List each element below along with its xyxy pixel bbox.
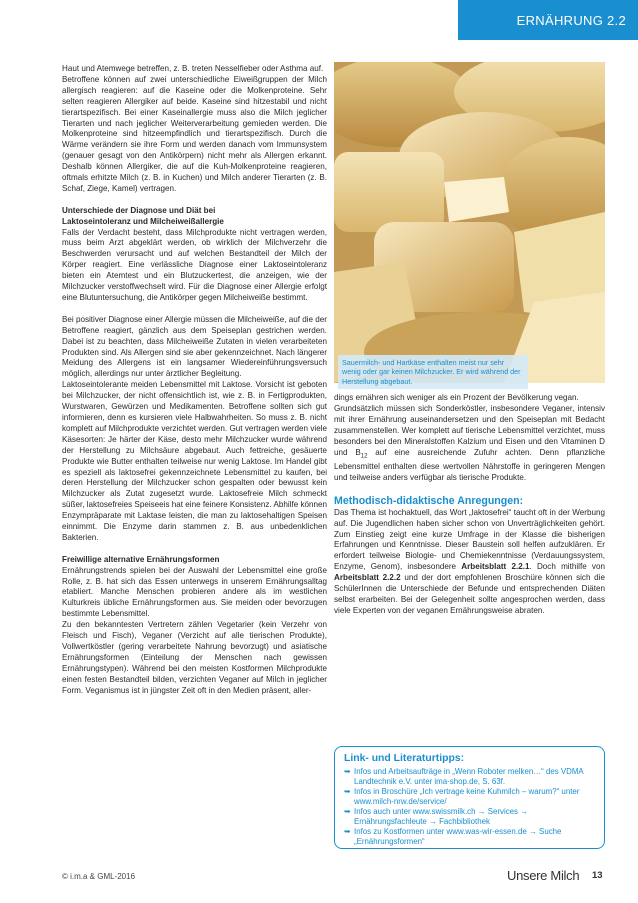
brand-wordmark: Unsere Milch [507, 868, 580, 883]
copyright: © i.m.a & GML-2016 [62, 872, 136, 881]
subscript: 12 [360, 453, 368, 460]
link-text[interactable]: Infos und Arbeitsaufträge in „Wenn Roboter melken…“ des VDMA Landtechnik e.V. unter ima-shop.de, S. 63f. [354, 767, 584, 786]
paragraph: Haut und Atemwege betreffen, z. B. treten Nesselfieber oder Asthma auf. [62, 64, 324, 73]
methodology-heading: Methodisch-didaktische Anregungen: [334, 494, 524, 507]
paragraph: Betroffene können auf zwei unterschiedliche Eiweißgruppen der Milch allergisch reagieren: auf die Kaseine oder die Molkenproteine. Sehr selten reagieren Allergiker auf beide. Kaseine sind hitzestabil und nicht tierartspezifisch. Bei einer Kaseinallergie muss also die Milch jeglicher Tierarten und nach jeglicher Weiterverarbeitung gemieden werden. Die Molkenproteine sind hitzeempfindlich und tierartspezifisch. Durch die Wärme verändern sie ihre Form und werden danach vom Immunsystem (genauer gesagt von den Antikörpern) nicht mehr als Allergen erkannt. Deshalb können Allergiker, die auf die Kuh-Molkenproteine reagieren, oftmals erhitzte Milch (z. B. in Kuchen) und Milch anderer Tierarten (z. B. Schaf, Ziege, Kamel) vertragen. [62, 74, 327, 193]
arrow-icon: ➥ [344, 787, 351, 796]
section-title: ERNÄHRUNG 2.2 [516, 12, 626, 28]
page-number: 13 [592, 870, 603, 881]
link-text[interactable]: Infos auch unter www.swissmilk.ch → Services → Ernährungsfachleute → Fachbibliothek [354, 807, 529, 826]
paragraph-text: und der dort empfohlenen Broschüre können sich die SchülerInnen die Unterschiede der Befunde und entsprechenden Diäten selbst erarbeiten. Bei der Gelegenheit sollte angesprochen werden, dass viele Experten von der veganen Ernährungsweise abraten. [334, 573, 605, 615]
paragraph: Falls der Verdacht besteht, dass Milchprodukte nicht vertragen werden, muss beim Arzt abgeklärt werden, ob wirklich der Milchverzehr die Beschwerden verursacht und auf welchen Bestandteil der Milch der Körper reagiert. Eine verlässliche Diagnose einer Laktoseintoleranz bieten ein Atemtest und ein Blutzuckertest, die anzeigen, wie der Milchzucker verstoffwechselt wird. Für die Diagnose einer Allergie erfolgt eine Blutuntersuchung, die Antikörper gegen Milcheiweiße bestimmt. [62, 227, 327, 303]
link-tips-title: Link- und Literaturtipps: [344, 753, 465, 764]
paragraph-text: Das Thema ist hochaktuell, das Wort „laktosefrei“ taucht oft in der Werbung auf. Die Jugendlichen haben sicher schon von Unverträglichkeiten gehört. Zum Einstieg zeigt eine kurze Umfrage in der Klasse die bisherigen Erfahrungen und Kenntnisse. Dieser Baustein soll helfen aufzuklären. Er erfordert teilweise Biologie- und Chemiekenntnisse (Verdauungssystem, Enzyme, Genom), insbesondere [334, 507, 605, 572]
paragraph: Ernährungstrends spielen bei der Auswahl der Lebensmittel eine große Rolle, z. B. hat sich das Essen unterwegs in unserem Ernährungsalltag etabliert. Manche Menschen probieren andere als im westlichen Kulturkreis übliche Ernährungsformen aus. Sie meiden oder bevorzugen bestimmte Lebensmittel. [62, 565, 327, 619]
right-column [334, 393, 605, 628]
list-item[interactable] [344, 767, 596, 787]
worksheet-reference: Arbeitsblatt 2.2.1 [461, 562, 530, 572]
cheese-photo [334, 62, 605, 383]
arrow-icon: ➥ [344, 807, 351, 816]
link-text[interactable]: Infos zu Kostformen unter www.was-wir-essen.de → Suche „Ernährungsformen“ [354, 827, 562, 846]
paragraph: Zu den bekanntesten Vertretern zählen Vegetarier (kein Verzehr von Fleisch und Fisch), Veganer (Verzicht auf alle tierischen Produkte), Vollwertköstler (gering verarbeitete Nahrung bevorzugt) und asiatische Ernährungsformen (Einteilung der Menschen nach gewissen Ernährungstypen). Während bei den meisten Kostformen Milchprodukte einen festen Bestandteil bilden, verzichten Veganer auf Milch in jeglicher Form. Veganismus ist in jüngster Zeit oft in den Medien präsent, aller- [62, 620, 327, 695]
paragraph [334, 404, 605, 484]
subheading-diagnosis [62, 206, 327, 228]
link-tips-list [344, 767, 596, 847]
subheading-line: Unterschiede der Diagnose und Diät bei [62, 205, 216, 215]
paragraph: dings ernähren sich weniger als ein Prozent der Bevölkerung vegan. [334, 393, 579, 402]
list-item[interactable] [344, 827, 596, 847]
worksheet-reference: Arbeitsblatt 2.2.2 [334, 573, 401, 583]
link-tips-box [334, 746, 605, 849]
subheading-alternative-diets: Freiwillige alternative Ernährungsformen [62, 554, 220, 564]
arrow-icon: ➥ [344, 767, 351, 776]
paragraph-text: . Doch mithilfe von [529, 562, 605, 572]
link-text[interactable]: Infos in Broschüre „Ich vertrage keine Kuhmilch – warum?“ unter www.milch-nrw.de/service/ [354, 787, 580, 806]
cheese-illustration [334, 62, 605, 383]
list-item[interactable] [344, 807, 596, 827]
left-column [62, 64, 327, 697]
paragraph-text: auf eine ausreichende Zufuhr achten. Denn pflanzliche Lebensmittel enthalten diese wertvollen Nährstoffe in geringeren Mengen und teilweise anders verfügbar als tierische Produkte. [334, 447, 605, 482]
subheading-line: Laktoseintoleranz und Milcheiweißallergie [62, 216, 224, 226]
arrow-icon: ➥ [344, 827, 351, 836]
photo-caption: Sauermilch- und Hartkäse enthalten meist nur sehr wenig oder gar keinen Milchzucker. Er wird während der Herstellung abgebaut. [338, 355, 528, 389]
paragraph: Laktoseintolerante meiden Lebensmittel mit Laktose. Vorsicht ist geboten bei Milchzucker, der nicht offensichtlich ist, wie z. B. in Fertigprodukten, Wurstwaren, Gewürzen und Medikamenten. Betroffene sollten sich gut informieren, denn es kursieren viele Halbwahrheiten. So muss z. B. nicht komplett auf Milchprodukte verzichtet werden. Gut vertragen werden viele Käsesorten: Je härter der Käse, desto mehr Milchzucker wurde während der Herstellung zu Milchsäure abgebaut. Auch fettreiche, gesäuerte Produkte wie Butter enthalten teilweise nur wenig Laktose. Im Handel gibt es speziell als laktosefrei gekennzeichnete Lebensmittel zu kaufen, bei deren Herstellung der Milchzucker schon gespalten oder bewusst kein Milchzucker als Zutat zugesetzt wurde. Laktosefreie Milch schmeckt süßer, laktosefreies Speiseeis hat eine feinere Konsistenz. Abhilfe können Enzympräparate mit Laktase leisten, die man zu laktosehaltigen Speisen einnimmt. Die Enzyme darin stammen z. B. aus unbedenklichen Bakterien. [62, 380, 328, 542]
paragraph-text: Grundsätzlich müssen sich Sonderköstler, insbesondere Veganer, intensiv mit ihrer Ernährung auseinandersetzen und den Speiseplan mit Bedacht zusammenstellen. Wer komplett auf tierische Lebensmittel verzichtet, muss besonders bei den Mineralstoffen Kalzium und Eisen und den Vitaminen D und B [334, 403, 605, 457]
paragraph: Bei positiver Diagnose einer Allergie müssen die Milcheiweiße, auf die der Betroffene reagiert, gänzlich aus dem Speiseplan gestrichen werden. Dabei ist zu beachten, dass Milcheiweiße Zutaten in vielen verarbeiteten Produkten sind. Als Allergen sind sie aber gekennzeichnet. Nach längerer Meidung des Allergens ist ein langsamer Wiedereinführungsversuch möglich, allerdings nur unter ärztlicher Begleitung. [62, 314, 327, 379]
paragraph [334, 508, 605, 617]
section-header-tab [458, 0, 638, 40]
list-item[interactable] [344, 787, 596, 807]
